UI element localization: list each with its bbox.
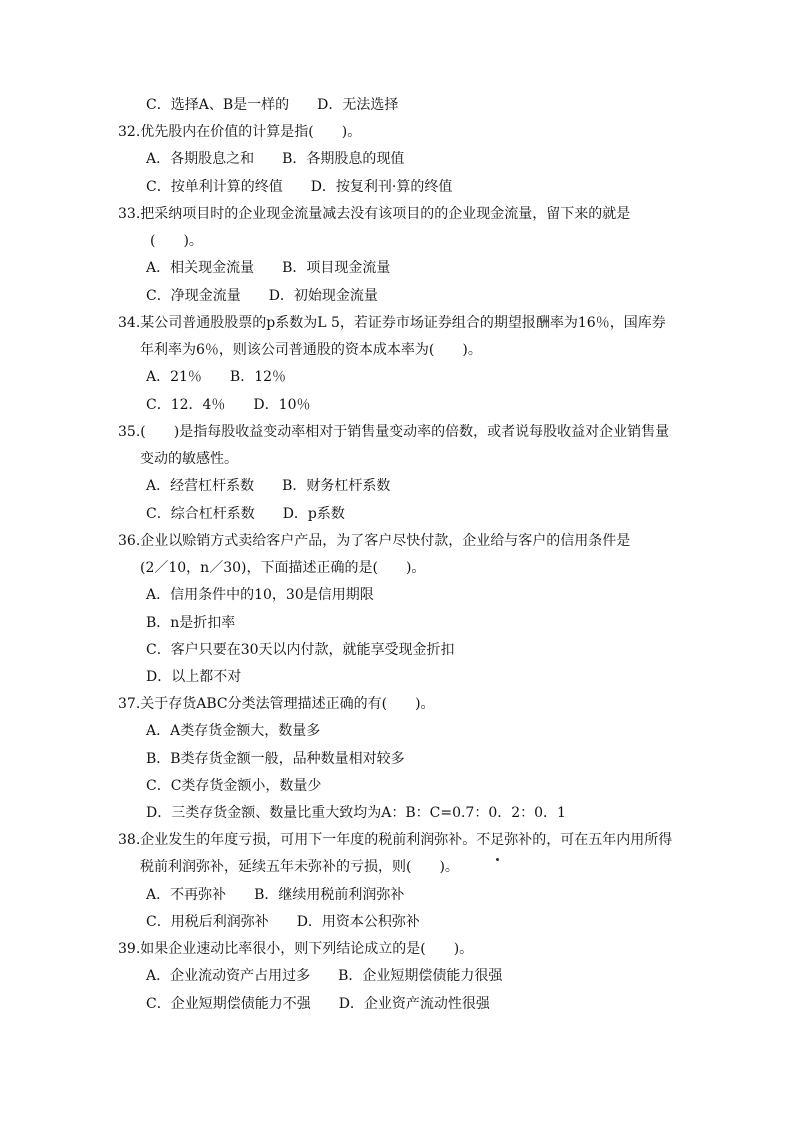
q31-option-cd: C．选择A、B是一样的 D．无法选择: [146, 97, 399, 113]
q35-option-cd: C．综合杠杆系数 D．p系数: [146, 506, 345, 522]
q37-option-c: C．C类存货金额小，数量少: [146, 778, 322, 794]
q33-stem: 33.把采纳项目时的企业现金流量减去没有该项目的的企业现金流量，留下来的就是: [118, 206, 631, 222]
q39-option-cd: C．企业短期偿债能力不强 D．企业资产流动性很强: [146, 996, 490, 1012]
q32-option-ab: A．各期股息之和 B．各期股息的现值: [146, 151, 405, 167]
q37-option-d: D．三类存货金额、数量比重大致均为A：B：C=0.7：0．2：0．1: [146, 805, 566, 821]
q32-stem: 32.优先股内在价值的计算是指( )。: [118, 124, 362, 140]
q36-option-b: B．n是折扣率: [146, 615, 236, 631]
q36-stem-cont: (2／10，n／30)，下面描述正确的是( )。: [140, 560, 426, 576]
q34-option-cd: C．12．4％ D．10％: [146, 397, 311, 413]
q35-stem: 35.( )是指每股收益变动率相对于销售量变动率的倍数，或者说每股收益对企业销售量: [118, 424, 670, 440]
q36-option-d: D．以上都不对: [146, 669, 242, 685]
q33-option-cd: C．净现金流量 D．初始现金流量: [146, 288, 378, 304]
q39-stem: 39.如果企业速动比率很小，则下列结论成立的是( )。: [118, 941, 474, 957]
q36-option-c: C．客户只要在30天以内付款，就能享受现金折扣: [146, 642, 455, 658]
q33-stem-cont: ( )。: [150, 233, 203, 249]
q37-option-b: B．B类存货金额一般，品种数量相对较多: [146, 751, 405, 767]
q38-option-ab: A．不再弥补 B．继续用税前利润弥补: [146, 887, 405, 903]
q33-option-ab: A．相关现金流量 B．项目现金流量: [146, 260, 391, 276]
q39-option-ab: A．企业流动资产占用过多 B．企业短期偿债能力很强: [146, 968, 503, 984]
q34-stem-cont: 年利率为6％，则该公司普通股的资本成本率为( )。: [140, 342, 482, 358]
q37-stem: 37.关于存货ABC分类法管理描述正确的有( )。: [118, 696, 435, 712]
q37-option-a: A．A类存货金额大，数量多: [146, 723, 321, 739]
q34-option-ab: A．21％ B．12％: [146, 369, 287, 385]
q38-stem: 38.企业发生的年度亏损，可用下一年度的税前利润弥补。不足弥补的，可在五年内用所得: [118, 832, 673, 848]
q35-stem-cont: 变动的敏感性。: [140, 451, 238, 467]
q38-stem-cont: 税前利润弥补，延续五年未弥补的亏损，则( )。: [140, 859, 459, 875]
q32-option-cd: C．按单利计算的终值 D．按复利刊·算的终值: [146, 179, 453, 195]
q36-option-a: A．信用条件中的10，30是信用期限: [146, 587, 374, 603]
stray-dot-mark: [496, 858, 499, 861]
q38-option-cd: C．用税后利润弥补 D．用资本公积弥补: [146, 914, 420, 930]
q36-stem: 36.企业以赊销方式卖给客户产品，为了客户尽快付款，企业给与客户的信用条件是: [118, 533, 631, 549]
q35-option-ab: A．经营杠杆系数 B．财务杠杆系数: [146, 478, 391, 494]
q34-stem: 34.某公司普通股股票的p系数为L 5，若证券市场证券组合的期望报酬率为16％，国库券: [118, 315, 666, 331]
